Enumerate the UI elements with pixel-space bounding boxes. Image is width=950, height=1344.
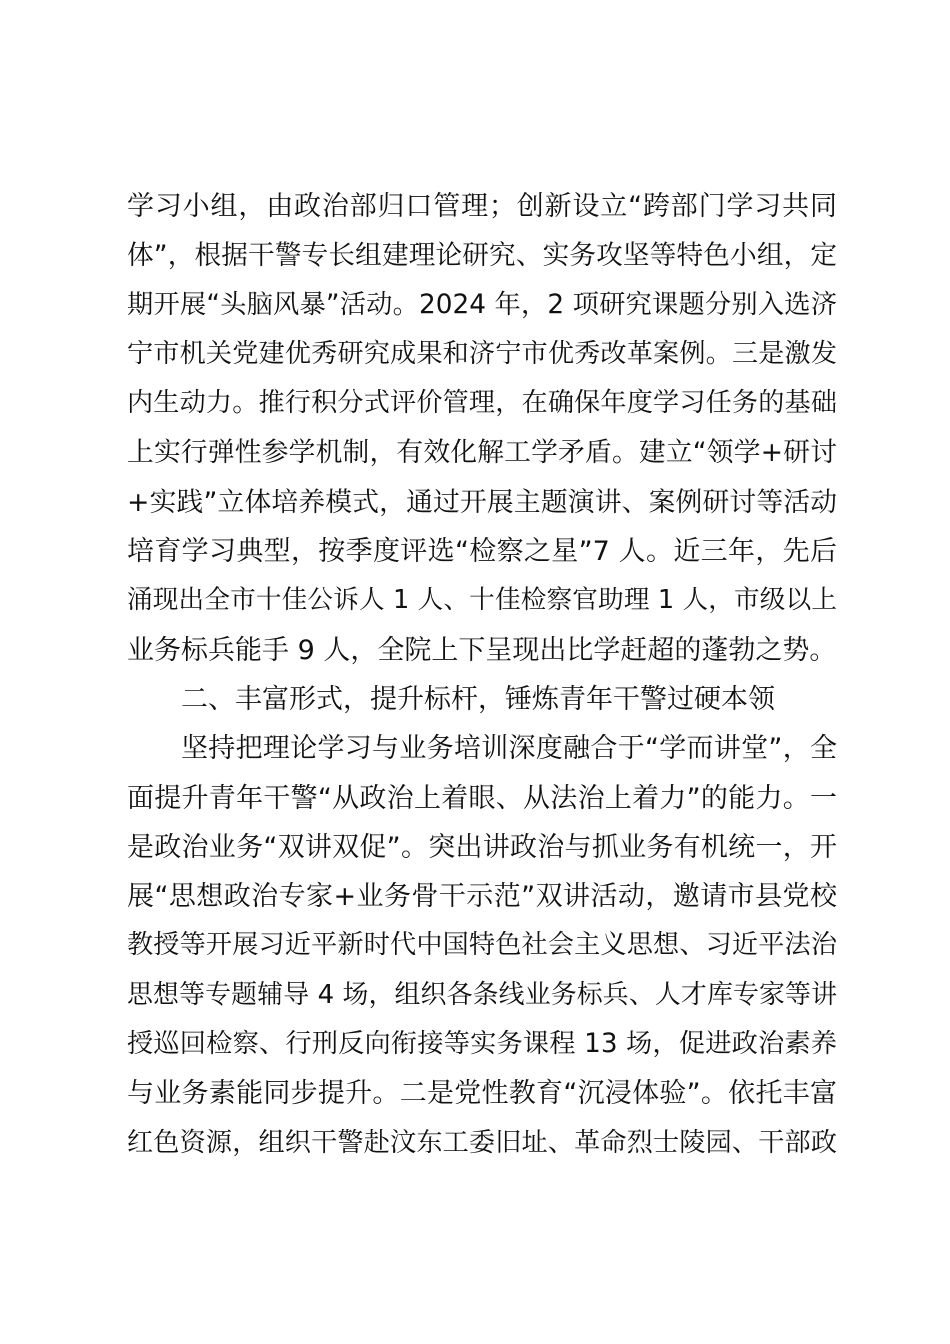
text-line: 业务标兵能手 9 人，全院上下呈现出比学赶超的蓬勃之势。 — [127, 634, 837, 666]
text-line: 授巡回检察、行刑反向衔接等实务课程 13 场，促进政治素养 — [127, 1029, 837, 1060]
section-heading: 二、丰富形式，提升标杆，锤炼青年干警过硬本领 — [181, 683, 775, 715]
text-line: 宁市机关党建优秀研究成果和济宁市优秀改革案例。三是激发 — [127, 338, 837, 369]
text-line: 涌现出全市十佳公诉人 1 人、十佳检察官助理 1 人，市级以上 — [127, 585, 837, 616]
text-line: 思想等专题辅导 4 场，组织各条线业务标兵、人才库专家等讲 — [127, 979, 837, 1010]
text-line: 与业务素能同步提升。二是党性教育“沉浸体验”。依托丰富 — [127, 1078, 837, 1110]
text-line: 学习小组，由政治部归口管理；创新设立“跨部门学习共同 — [127, 191, 837, 222]
text-line: 教授等开展习近平新时代中国特色社会主义思想、习近平法治 — [127, 930, 837, 961]
text-line: +实践”立体培养模式，通过开展主题演讲、案例研讨等活动 — [127, 486, 837, 518]
text-line: 面提升青年干警“从政治上着眼、从法治上着力”的能力。一 — [127, 782, 837, 814]
text-line: 展“思想政治专家+业务骨干示范”双讲活动，邀请市县党校 — [127, 881, 837, 913]
text-line: 上实行弹性参学机制，有效化解工学矛盾。建立“领学+研讨 — [127, 437, 837, 469]
text-line: 内生动力。推行积分式评价管理，在确保年度学习任务的基础 — [127, 388, 837, 419]
text-line: 体”，根据干警专长组建理论研究、实务攻坚等特色小组，定 — [127, 240, 837, 272]
text-line: 培育学习典型，按季度评选“检察之星”7 人。近三年，先后 — [127, 536, 837, 568]
text-line: 是政治业务“双讲双促”。突出讲政治与抓业务有机统一，开 — [127, 831, 837, 863]
text-line: 坚持把理论学习与业务培训深度融合于“学而讲堂”，全 — [181, 733, 837, 765]
text-line: 红色资源，组织干警赴汶东工委旧址、革命烈士陵园、干部政 — [127, 1127, 837, 1158]
text-line: 期开展“头脑风暴”活动。2024 年，2 项研究课题分别入选济 — [127, 289, 837, 320]
body-text — [127, 182, 837, 1168]
